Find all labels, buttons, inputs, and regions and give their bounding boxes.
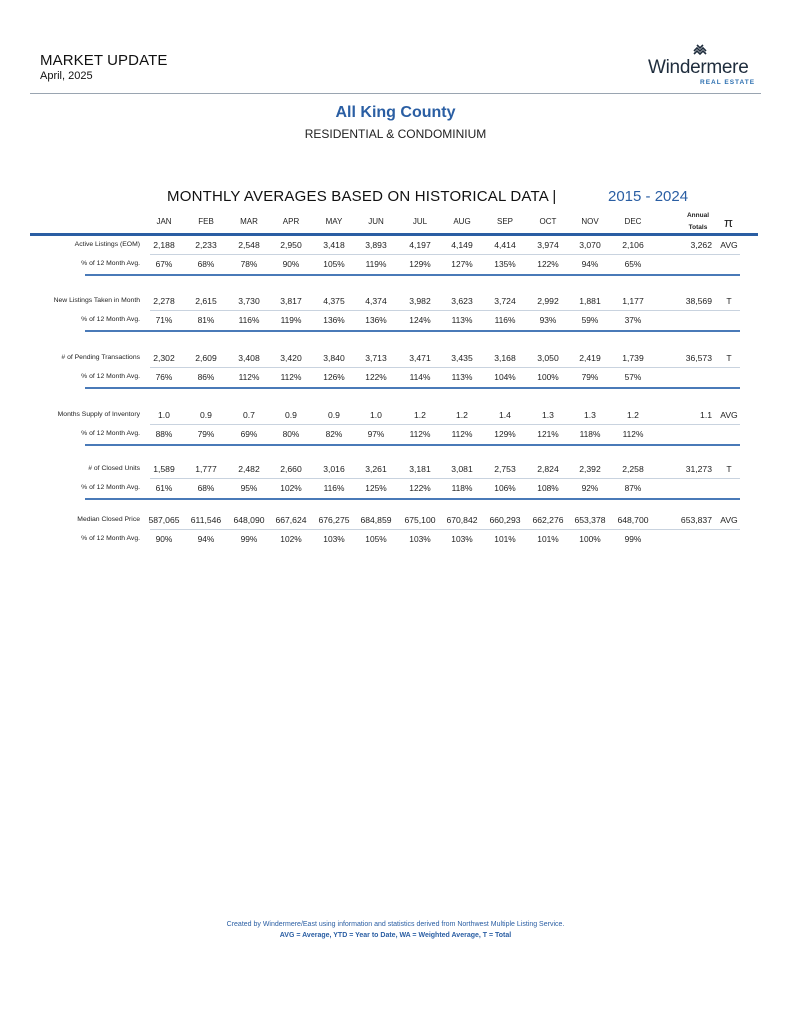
metric-value-mar: 648,090	[233, 515, 265, 525]
metric-value-feb: 2,609	[195, 353, 217, 363]
total-type: AVG	[720, 515, 738, 525]
metric-value-jan: 2,278	[153, 296, 175, 306]
metric-value-aug: 4,149	[451, 240, 473, 250]
metric-value-mar: 2,482	[238, 464, 260, 474]
metric-value-feb: 2,233	[195, 240, 217, 250]
metric-value-nov: 1,881	[579, 296, 601, 306]
footer-source-note: Created by Windermere/East using information and statistics derived from Northwest Multiple Listing Service.	[226, 921, 565, 928]
metric-label: Months Supply of Inventory	[57, 411, 140, 418]
metric-value-may: 3,840	[323, 353, 345, 363]
header-divider	[30, 93, 761, 94]
metric-value-dec: 1,739	[622, 353, 644, 363]
metric-value-jan: 2,302	[153, 353, 175, 363]
metric-value-jan: 2,188	[153, 240, 175, 250]
metric-value-apr: 2,660	[280, 464, 302, 474]
column-header-jan: JAN	[156, 217, 172, 226]
metric-value-jul: 1.2	[414, 410, 426, 420]
row-divider	[150, 367, 740, 368]
metric-value-dec: 2,258	[622, 464, 644, 474]
pct-value-feb: 79%	[197, 429, 215, 439]
pct-label: % of 12 Month Avg.	[81, 260, 140, 267]
metric-label: Active Listings (EOM)	[74, 241, 140, 248]
metric-value-feb: 1,777	[195, 464, 217, 474]
pi-header: π	[724, 215, 733, 230]
metric-value-sep: 4,414	[494, 240, 516, 250]
metric-value-mar: 0.7	[243, 410, 255, 420]
table-top-rule	[30, 233, 758, 236]
total-type: AVG	[720, 240, 738, 250]
metric-group-divider	[85, 274, 740, 276]
section-title: MONTHLY AVERAGES BASED ON HISTORICAL DATA |	[167, 188, 557, 205]
metric-value-mar: 2,548	[238, 240, 260, 250]
pct-value-sep: 135%	[494, 259, 516, 269]
metric-value-apr: 3,420	[280, 353, 302, 363]
metric-value-jan: 1,589	[153, 464, 175, 474]
pct-value-jan: 90%	[155, 534, 173, 544]
pct-value-aug: 113%	[451, 372, 473, 382]
pct-value-mar: 116%	[238, 315, 260, 325]
row-divider	[150, 478, 740, 479]
pct-value-dec: 87%	[624, 483, 642, 493]
metric-value-nov: 3,070	[579, 240, 601, 250]
pct-value-feb: 81%	[197, 315, 215, 325]
total-type: T	[726, 464, 732, 474]
pct-value-feb: 68%	[197, 483, 215, 493]
pct-value-nov: 94%	[581, 259, 599, 269]
pct-value-jun: 105%	[365, 534, 387, 544]
metric-group-divider	[85, 498, 740, 500]
pct-value-jan: 67%	[155, 259, 173, 269]
metric-value-jun: 1.0	[370, 410, 382, 420]
pct-value-mar: 99%	[240, 534, 258, 544]
pct-label: % of 12 Month Avg.	[81, 373, 140, 380]
metric-value-apr: 667,624	[275, 515, 307, 525]
metric-value-sep: 3,168	[494, 353, 516, 363]
pct-value-sep: 104%	[494, 372, 516, 382]
footer-legend: AVG = Average, YTD = Year to Date, WA = Weighted Average, T = Total	[279, 932, 512, 939]
metric-value-jan: 587,065	[148, 515, 180, 525]
logo-mark-icon	[690, 44, 710, 58]
annual-total: 38,569	[685, 296, 712, 306]
metric-value-may: 4,375	[323, 296, 345, 306]
pct-value-jul: 129%	[409, 259, 431, 269]
metric-value-jun: 4,374	[365, 296, 387, 306]
pct-value-sep: 106%	[494, 483, 516, 493]
year-range: 2015 - 2024	[608, 188, 689, 205]
total-type: AVG	[720, 410, 738, 420]
column-header-aug: AUG	[453, 217, 471, 226]
pct-value-apr: 102%	[280, 483, 302, 493]
total-type: T	[726, 296, 732, 306]
pct-value-mar: 69%	[240, 429, 258, 439]
pct-value-oct: 122%	[537, 259, 559, 269]
pct-value-aug: 103%	[451, 534, 473, 544]
metric-value-jul: 4,197	[409, 240, 431, 250]
pct-value-feb: 86%	[197, 372, 215, 382]
county-title: All King County	[335, 104, 456, 121]
metric-value-nov: 2,392	[579, 464, 601, 474]
metric-group-divider	[85, 444, 740, 446]
pct-value-dec: 112%	[622, 429, 644, 439]
pct-value-apr: 102%	[280, 534, 302, 544]
pct-value-jul: 112%	[409, 429, 431, 439]
column-header-apr: APR	[282, 217, 300, 226]
pct-value-mar: 95%	[240, 483, 258, 493]
column-header-may: MAY	[325, 217, 343, 226]
column-header-mar: MAR	[240, 217, 258, 226]
metric-value-sep: 2,753	[494, 464, 516, 474]
annual-total: 1.1	[700, 410, 712, 420]
pct-label: % of 12 Month Avg.	[81, 535, 140, 542]
metric-value-nov: 653,378	[574, 515, 606, 525]
pct-value-jul: 124%	[409, 315, 431, 325]
row-divider	[150, 310, 740, 311]
metric-value-aug: 3,081	[451, 464, 473, 474]
metric-value-dec: 648,700	[617, 515, 649, 525]
metric-value-may: 0.9	[328, 410, 340, 420]
metric-group-divider	[85, 387, 740, 389]
column-header-jul: JUL	[412, 217, 428, 226]
pct-value-may: 105%	[323, 259, 345, 269]
metric-value-oct: 2,824	[537, 464, 559, 474]
pct-value-aug: 113%	[451, 315, 473, 325]
pct-value-feb: 94%	[197, 534, 215, 544]
pct-value-sep: 101%	[494, 534, 516, 544]
metric-value-mar: 3,408	[238, 353, 260, 363]
metric-value-jun: 684,859	[360, 515, 392, 525]
pct-value-may: 103%	[323, 534, 345, 544]
metric-value-nov: 1.3	[584, 410, 596, 420]
metric-value-aug: 1.2	[456, 410, 468, 420]
metric-value-may: 3,016	[323, 464, 345, 474]
pct-value-aug: 118%	[451, 483, 473, 493]
pct-value-jun: 97%	[367, 429, 385, 439]
pct-value-sep: 116%	[494, 315, 516, 325]
pct-value-dec: 57%	[624, 372, 642, 382]
pct-value-aug: 112%	[451, 429, 473, 439]
pct-value-jun: 136%	[365, 315, 387, 325]
metric-value-jul: 675,100	[404, 515, 436, 525]
logo-wordmark: Windermere	[648, 57, 749, 78]
metric-label: # of Closed Units	[88, 465, 140, 472]
report-title: MARKET UPDATE	[40, 52, 168, 69]
metric-value-jul: 3,471	[409, 353, 431, 363]
pct-value-aug: 127%	[451, 259, 473, 269]
pct-value-apr: 112%	[280, 372, 302, 382]
property-type-subtitle: RESIDENTIAL & CONDOMINIUM	[304, 127, 487, 141]
metric-value-sep: 3,724	[494, 296, 516, 306]
pct-value-dec: 65%	[624, 259, 642, 269]
pct-value-sep: 129%	[494, 429, 516, 439]
pct-value-jul: 122%	[409, 483, 431, 493]
metric-label: # of Pending Transactions	[61, 354, 140, 361]
annual-header-line2: Totals	[688, 224, 708, 231]
pct-value-nov: 118%	[579, 429, 601, 439]
metric-value-may: 3,418	[323, 240, 345, 250]
metric-value-feb: 0.9	[200, 410, 212, 420]
pct-value-apr: 90%	[282, 259, 300, 269]
metric-value-oct: 1.3	[542, 410, 554, 420]
pct-value-jul: 114%	[409, 372, 431, 382]
column-header-sep: SEP	[496, 217, 513, 226]
metric-value-oct: 3,974	[537, 240, 559, 250]
column-header-dec: DEC	[624, 217, 642, 226]
metric-value-feb: 2,615	[195, 296, 217, 306]
pct-value-nov: 92%	[581, 483, 599, 493]
metric-label: New Listings Taken in Month	[53, 297, 140, 304]
pct-label: % of 12 Month Avg.	[81, 484, 140, 491]
windermere-logo	[640, 44, 758, 88]
annual-total: 653,837	[680, 515, 712, 525]
row-divider	[150, 254, 740, 255]
metric-value-jun: 3,713	[365, 353, 387, 363]
metric-label: Median Closed Price	[77, 516, 140, 523]
metric-value-jul: 3,982	[409, 296, 431, 306]
annual-totals-header	[680, 210, 716, 234]
pct-value-nov: 59%	[581, 315, 599, 325]
metric-group-divider	[85, 330, 740, 332]
metric-value-jun: 3,893	[365, 240, 387, 250]
annual-total: 36,573	[685, 353, 712, 363]
pct-value-jan: 76%	[155, 372, 173, 382]
metric-value-jul: 3,181	[409, 464, 431, 474]
metric-value-apr: 2,950	[280, 240, 302, 250]
metric-value-may: 676,275	[318, 515, 350, 525]
report-date: April, 2025	[40, 70, 93, 82]
pct-value-nov: 79%	[581, 372, 599, 382]
pct-value-feb: 68%	[197, 259, 215, 269]
metric-value-aug: 3,623	[451, 296, 473, 306]
pct-value-dec: 99%	[624, 534, 642, 544]
annual-total: 3,262	[690, 240, 712, 250]
pct-value-may: 126%	[323, 372, 345, 382]
pct-value-may: 116%	[323, 483, 345, 493]
pct-value-mar: 112%	[238, 372, 260, 382]
metric-value-apr: 3,817	[280, 296, 302, 306]
pct-value-oct: 108%	[537, 483, 559, 493]
metric-value-feb: 611,546	[190, 515, 222, 525]
metric-value-mar: 3,730	[238, 296, 260, 306]
pct-value-may: 136%	[323, 315, 345, 325]
pct-value-jul: 103%	[409, 534, 431, 544]
pct-label: % of 12 Month Avg.	[81, 430, 140, 437]
metric-value-oct: 662,276	[532, 515, 564, 525]
pct-value-jan: 71%	[155, 315, 173, 325]
pct-value-jan: 88%	[155, 429, 173, 439]
pct-value-jan: 61%	[155, 483, 173, 493]
metric-value-dec: 1,177	[622, 296, 644, 306]
metric-value-aug: 3,435	[451, 353, 473, 363]
pct-label: % of 12 Month Avg.	[81, 316, 140, 323]
metric-value-dec: 1.2	[627, 410, 639, 420]
metric-value-nov: 2,419	[579, 353, 601, 363]
metric-value-apr: 0.9	[285, 410, 297, 420]
pct-value-nov: 100%	[579, 534, 601, 544]
annual-total: 31,273	[685, 464, 712, 474]
metric-value-sep: 1.4	[499, 410, 511, 420]
row-divider	[150, 424, 740, 425]
column-header-nov: NOV	[581, 217, 599, 226]
metric-value-sep: 660,293	[489, 515, 521, 525]
pct-value-apr: 119%	[280, 315, 302, 325]
pct-value-oct: 121%	[537, 429, 559, 439]
annual-header-line1: Annual	[686, 212, 710, 219]
pct-value-jun: 125%	[365, 483, 387, 493]
column-header-jun: JUN	[368, 217, 384, 226]
column-header-feb: FEB	[198, 217, 214, 226]
metric-value-jan: 1.0	[158, 410, 170, 420]
pct-value-oct: 100%	[537, 372, 559, 382]
pct-value-jun: 119%	[365, 259, 387, 269]
metric-value-dec: 2,106	[622, 240, 644, 250]
row-divider	[150, 529, 740, 530]
metric-value-jun: 3,261	[365, 464, 387, 474]
pct-value-oct: 93%	[539, 315, 557, 325]
pct-value-may: 82%	[325, 429, 343, 439]
metric-value-oct: 2,992	[537, 296, 559, 306]
logo-subtext: REAL ESTATE	[700, 79, 756, 86]
pct-value-oct: 101%	[537, 534, 559, 544]
metric-value-oct: 3,050	[537, 353, 559, 363]
pct-value-mar: 78%	[240, 259, 258, 269]
pct-value-apr: 80%	[282, 429, 300, 439]
total-type: T	[726, 353, 732, 363]
metric-value-aug: 670,842	[446, 515, 478, 525]
pct-value-dec: 37%	[624, 315, 642, 325]
column-header-oct: OCT	[539, 217, 557, 226]
pct-value-jun: 122%	[365, 372, 387, 382]
